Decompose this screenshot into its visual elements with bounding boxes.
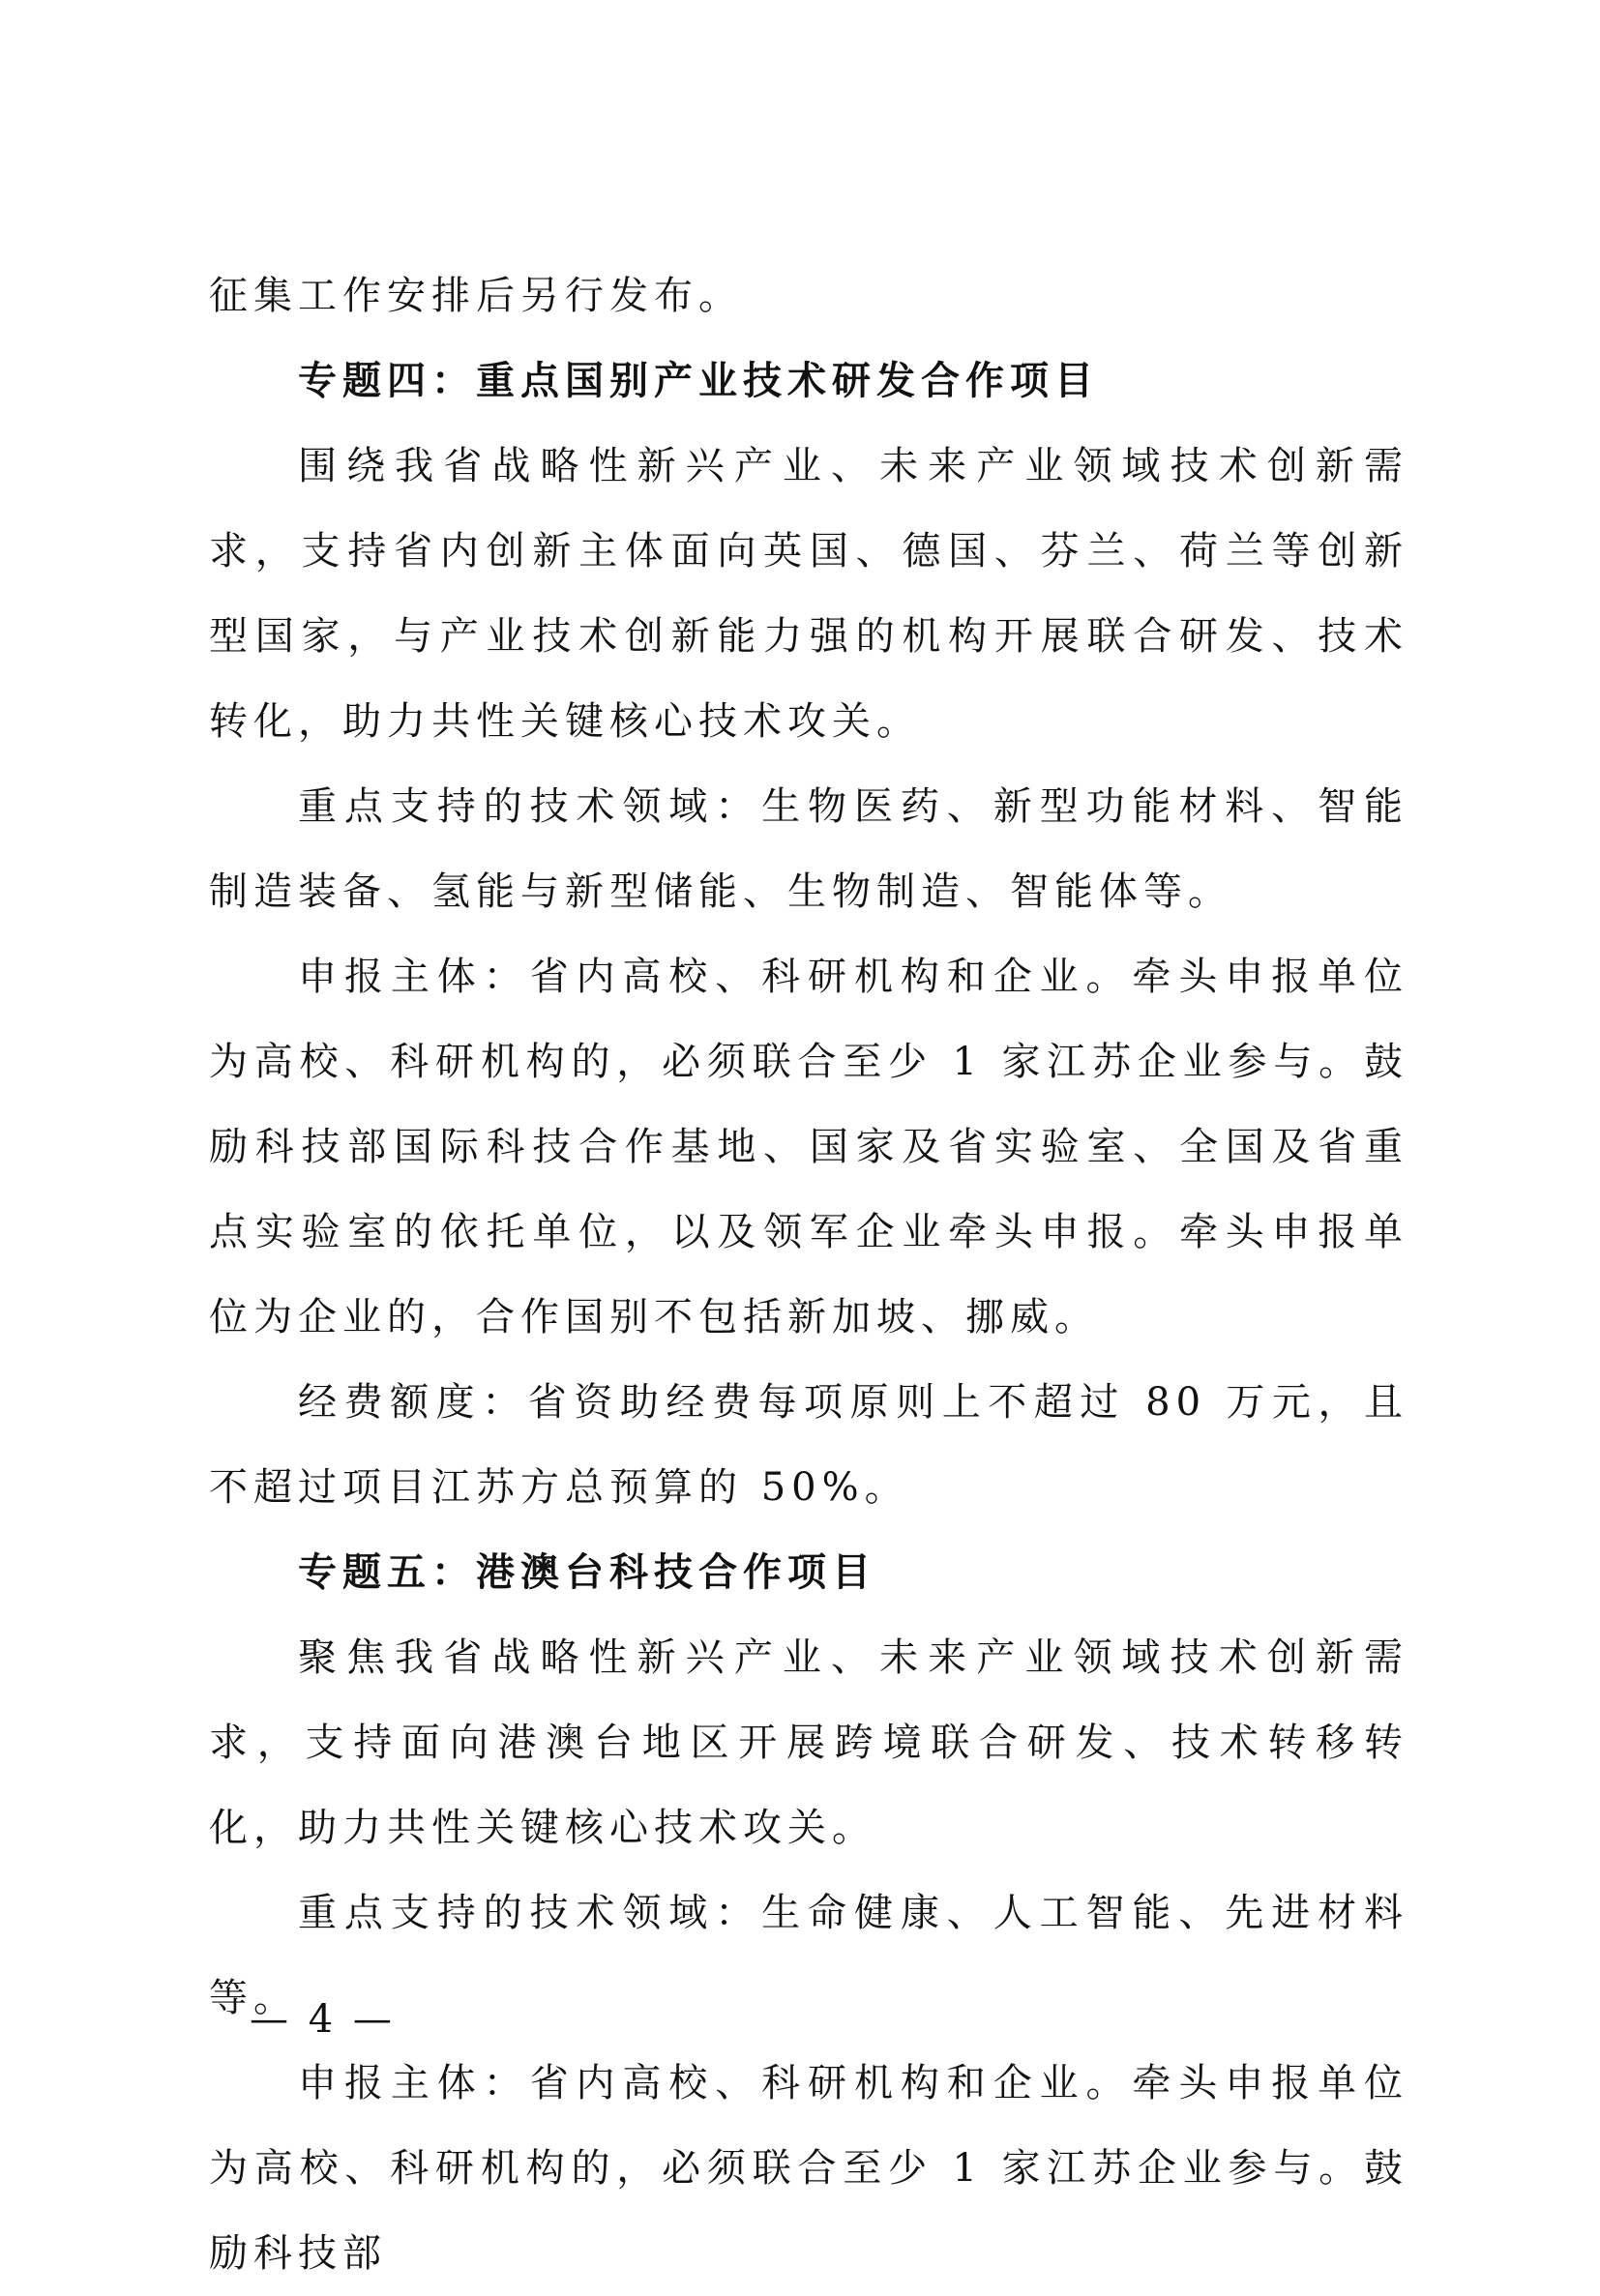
page-number: — 4 — [250, 1997, 396, 2042]
topic-four-applicants: 申报主体：省内高校、科研机构和企业。牵头申报单位为高校、科研机构的，必须联合至少 1 家江苏企业参与。鼓励科技部国际科技合作基地、国家及省实验室、全国及省重点实验室的依托单位，以及领军企业牵头申报。牵头申报单位为企业的，合作国别不包括新加坡、挪威。 [209, 955, 1408, 1339]
topic-four-funding: 经费额度：省资助经费每项原则上不超过 80 万元，且不超过项目江苏方总预算的 50%。 [209, 1380, 1408, 1510]
paragraph-continuation: 征集工作安排后另行发布。 [209, 274, 743, 318]
topic-four-description: 围绕我省战略性新兴产业、未来产业领域技术创新需求，支持省内创新主体面向英国、德国、芬兰、荷兰等创新型国家，与产业技术创新能力强的机构开展联合研发、技术转化，助力共性关键核心技术攻关。 [209, 444, 1408, 744]
topic-five-heading: 专题五：港澳台科技合作项目 [298, 1549, 876, 1595]
topic-five-applicants: 申报主体：省内高校、科研机构和企业。牵头申报单位为高校、科研机构的，必须联合至少 1 家江苏企业参与。鼓励科技部 [209, 2061, 1408, 2276]
topic-five-description: 聚焦我省战略性新兴产业、未来产业领域技术创新需求，支持面向港澳台地区开展跨境联合研发、技术转移转化，助力共性关键核心技术攻关。 [209, 1635, 1408, 1850]
document-body [209, 253, 1408, 2296]
topic-five-tech-fields: 重点支持的技术领域：生命健康、人工智能、先进材料等。 [209, 1891, 1408, 2020]
topic-four-tech-fields: 重点支持的技术领域：生物医药、新型功能材料、智能制造装备、氢能与新型储能、生物制造、智能体等。 [209, 784, 1408, 914]
topic-four-heading: 专题四：重点国别产业技术研发合作项目 [298, 358, 1099, 403]
